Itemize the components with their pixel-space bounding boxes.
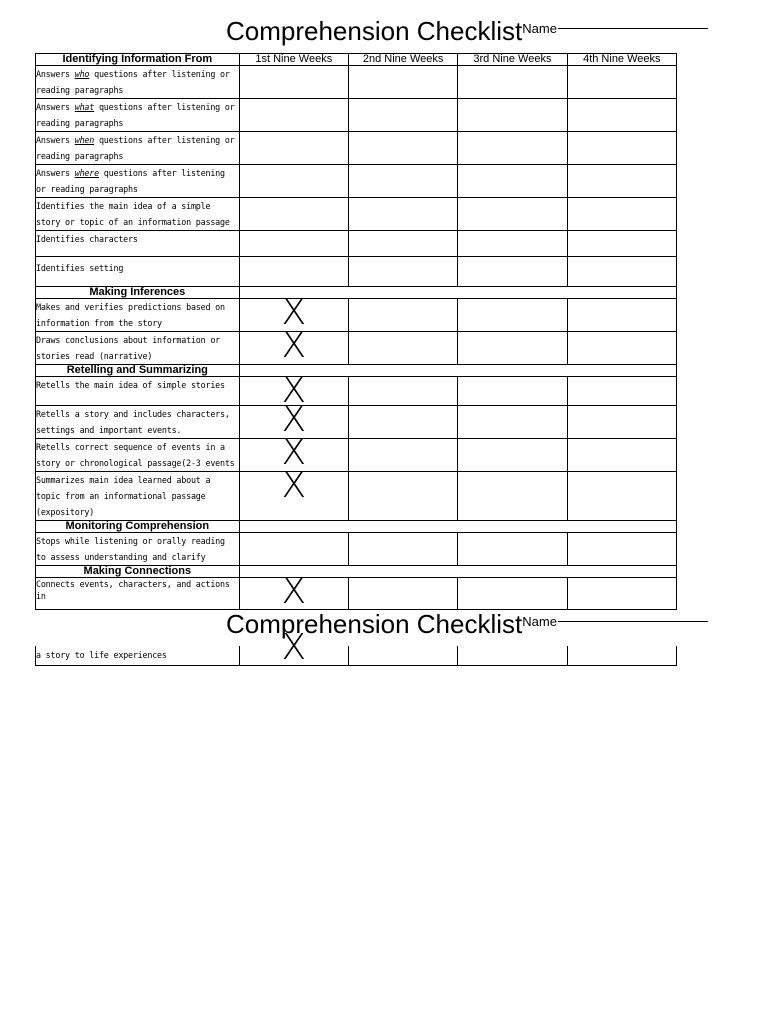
- cell-q3[interactable]: [458, 299, 567, 332]
- cell-q3[interactable]: [458, 132, 567, 165]
- section-inferences: Making Inferences: [36, 287, 240, 299]
- section-row: [36, 566, 677, 578]
- row-predictions: Makes and verifies predictions based on information from the story: [36, 299, 240, 332]
- page-title: [226, 16, 708, 46]
- check-mark[interactable]: X: [239, 406, 348, 439]
- table-row: [36, 165, 677, 198]
- table-row: [36, 646, 677, 666]
- check-mark[interactable]: X: [239, 578, 348, 610]
- cell-q3[interactable]: [458, 99, 567, 132]
- name-label: Name: [522, 614, 557, 629]
- check-mark[interactable]: X: [239, 377, 348, 406]
- cell-q2[interactable]: [348, 472, 457, 521]
- row-main-idea: Identifies the main idea of a simple story or topic of an information passage: [36, 198, 240, 231]
- cell-q1[interactable]: [239, 533, 348, 566]
- table-row: [36, 99, 677, 132]
- cell-q4[interactable]: [567, 299, 676, 332]
- cell-q4[interactable]: [567, 231, 676, 257]
- row-text: Answers: [36, 135, 75, 145]
- cell-q4[interactable]: [567, 646, 676, 666]
- header-row: [36, 54, 677, 66]
- name-label: Name: [522, 21, 557, 36]
- cell-q2[interactable]: [348, 578, 457, 610]
- row-text: Answers: [36, 168, 75, 178]
- cell-q4[interactable]: [567, 472, 676, 521]
- row-conclusions: Draws conclusions about information or stories read (narrative): [36, 332, 240, 365]
- table-row: [36, 198, 677, 231]
- row-emphasis: when: [74, 135, 95, 145]
- section-monitoring: Monitoring Comprehension: [36, 521, 240, 533]
- cell-q2[interactable]: [348, 439, 457, 472]
- cell-q4[interactable]: [567, 533, 676, 566]
- cell-q4[interactable]: [567, 377, 676, 406]
- cell-q3[interactable]: [458, 165, 567, 198]
- cell-q4[interactable]: [567, 578, 676, 610]
- cell-q4[interactable]: [567, 132, 676, 165]
- cell-q2[interactable]: [348, 257, 457, 287]
- table-row: [36, 257, 677, 287]
- cell-q2[interactable]: [348, 198, 457, 231]
- cell-q3[interactable]: [458, 231, 567, 257]
- row-what: [36, 99, 240, 132]
- checklist-table-page-1: [35, 53, 677, 612]
- row-summarizes: Summarizes main idea learned about a topic from an informational passage (expository): [36, 472, 240, 521]
- cell-q4[interactable]: [567, 257, 676, 287]
- row-text: questions after listening or reading paragraphs: [36, 102, 235, 128]
- table-row: [36, 472, 677, 521]
- cell-q3[interactable]: [458, 439, 567, 472]
- row-connects-bottom: a story to life experiences: [36, 646, 240, 666]
- cell-q2[interactable]: [348, 406, 457, 439]
- cell-q2[interactable]: [348, 646, 457, 666]
- cell-q4[interactable]: [567, 439, 676, 472]
- row-when: [36, 132, 240, 165]
- table-row: [36, 332, 677, 365]
- check-mark[interactable]: X: [239, 439, 348, 472]
- cell-q2[interactable]: [348, 165, 457, 198]
- table-row: [36, 406, 677, 439]
- section-row: [36, 287, 677, 299]
- table-row: [36, 299, 677, 332]
- cell-q2[interactable]: [348, 132, 457, 165]
- row-connects-top: Connects events, characters, and actions in: [36, 578, 240, 610]
- section-spacer: [239, 521, 676, 533]
- col-header-3: 3rd Nine Weeks: [458, 54, 567, 66]
- table-row: [36, 377, 677, 406]
- cell-q3[interactable]: [458, 533, 567, 566]
- row-where: [36, 165, 240, 198]
- section-row: [36, 365, 677, 377]
- cell-q4[interactable]: [567, 99, 676, 132]
- table-row: [36, 439, 677, 472]
- cell-q3[interactable]: [458, 578, 567, 610]
- name-field-line[interactable]: [558, 28, 708, 29]
- cell-q1[interactable]: [239, 257, 348, 287]
- row-stops: Stops while listening or orally reading to assess understanding and clarify: [36, 533, 240, 566]
- cell-q2[interactable]: [348, 99, 457, 132]
- cell-q2[interactable]: [348, 332, 457, 365]
- row-emphasis: who: [74, 69, 90, 79]
- cell-q2[interactable]: [348, 377, 457, 406]
- cell-q3[interactable]: [458, 332, 567, 365]
- cell-q3[interactable]: [458, 377, 567, 406]
- cell-q4[interactable]: [567, 332, 676, 365]
- check-mark[interactable]: X: [239, 646, 348, 666]
- row-retells-main: Retells the main idea of simple stories: [36, 377, 240, 406]
- cell-q4[interactable]: [567, 165, 676, 198]
- row-text: questions after listening or reading paragraphs: [36, 69, 230, 95]
- cell-q1[interactable]: [239, 66, 348, 99]
- cell-q3[interactable]: [458, 472, 567, 521]
- row-text: questions after listening or reading paragraphs: [36, 135, 235, 161]
- cell-q1[interactable]: [239, 165, 348, 198]
- section-row: [36, 521, 677, 533]
- section-identifying: Identifying Information From: [36, 54, 240, 66]
- cell-q1[interactable]: [239, 99, 348, 132]
- cell-q3[interactable]: [458, 66, 567, 99]
- cell-q4[interactable]: [567, 406, 676, 439]
- cell-q2[interactable]: [348, 299, 457, 332]
- col-header-2: 2nd Nine Weeks: [348, 54, 457, 66]
- row-setting: Identifies setting: [36, 257, 240, 287]
- row-text: Answers: [36, 102, 75, 112]
- row-emphasis: what: [74, 102, 95, 112]
- cell-q3[interactable]: [458, 646, 567, 666]
- cell-q1[interactable]: [239, 132, 348, 165]
- col-header-1: 1st Nine Weeks: [239, 54, 348, 66]
- table-row: [36, 132, 677, 165]
- checklist-table-page-2: [35, 627, 677, 668]
- cell-q4[interactable]: [567, 198, 676, 231]
- row-text: questions after listening or reading paragraphs: [36, 168, 225, 194]
- title-text: Comprehension Checklist: [226, 16, 523, 46]
- section-retelling: Retelling and Summarizing: [36, 365, 240, 377]
- check-mark[interactable]: X: [239, 472, 348, 521]
- col-header-4: 4th Nine Weeks: [567, 54, 676, 66]
- row-retells-sequence: Retells correct sequence of events in a story or chronological passage(2-3 events: [36, 439, 240, 472]
- check-mark[interactable]: X: [239, 332, 348, 365]
- check-mark[interactable]: X: [239, 299, 348, 332]
- table-row: [36, 578, 677, 610]
- row-text: Answers: [36, 69, 75, 79]
- row-retells-story: Retells a story and includes characters, settings and important events.: [36, 406, 240, 439]
- cell-q4[interactable]: [567, 66, 676, 99]
- table-row: [36, 231, 677, 257]
- row-who: [36, 66, 240, 99]
- cell-q2[interactable]: [348, 533, 457, 566]
- name-field-line[interactable]: [558, 621, 708, 622]
- cell-q1[interactable]: [239, 231, 348, 257]
- cell-q1[interactable]: [239, 198, 348, 231]
- cell-q3[interactable]: [458, 406, 567, 439]
- table-row: [36, 66, 677, 99]
- section-connections: Making Connections: [36, 566, 240, 578]
- table-row: [36, 533, 677, 566]
- row-characters: Identifies characters: [36, 231, 240, 257]
- title-text: Comprehension Checklist: [226, 609, 523, 639]
- cell-q2[interactable]: [348, 66, 457, 99]
- cell-q2[interactable]: [348, 231, 457, 257]
- cell-q3[interactable]: [458, 198, 567, 231]
- cell-q3[interactable]: [458, 257, 567, 287]
- row-emphasis: where: [74, 168, 99, 178]
